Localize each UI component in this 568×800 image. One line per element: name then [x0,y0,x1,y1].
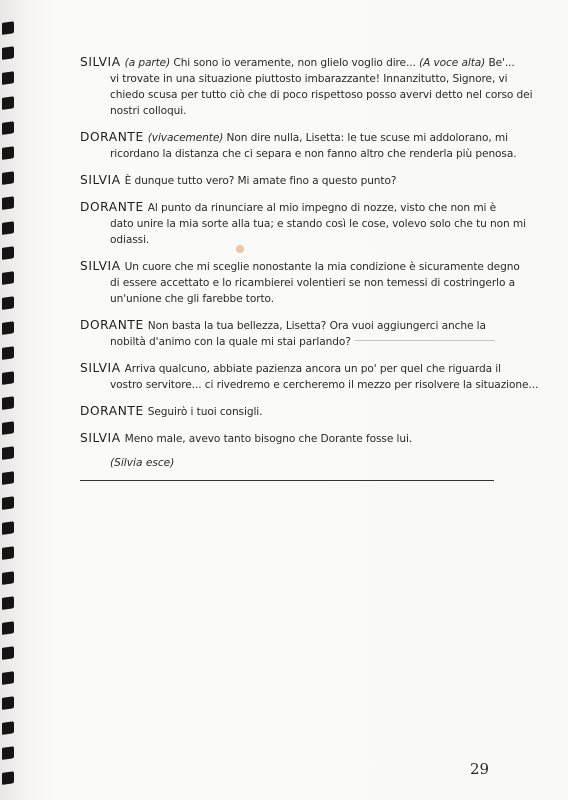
spiral-binding [0,0,22,800]
dialogue-segment: nobiltà d'animo con la quale mi stai parlando? [110,336,351,348]
exit-direction: (Silvia esce) [110,457,175,469]
binding-hole [2,296,14,310]
dialogue-block [80,360,539,393]
binding-hole [2,171,14,185]
binding-hole [2,396,14,410]
dialogue-line [80,377,539,393]
dialogue-line [80,360,501,377]
binding-hole [2,721,14,735]
binding-hole [2,771,14,785]
dialogue-block [80,403,496,420]
dialogue-segment: odiassi. [110,234,150,246]
dialogue-line [80,199,496,216]
speaker-name: SILVIA [80,173,121,187]
dialogue-block [80,199,526,248]
binding-hole [2,596,14,610]
dialogue-line [80,291,496,307]
section-divider [80,480,494,481]
dialogue-block [80,258,520,307]
dialogue-segment: vostro servitore... ci rivedremo e cercheremo il mezzo per risolvere la situazione... [110,379,539,391]
dialogue-segment: Non dire nulla, Lisetta: le tue scuse mi addolorano, mi [223,132,508,144]
binding-hole [2,96,14,110]
stage-direction: (vivacemente) [147,132,224,144]
speaker-name: DORANTE [80,200,144,214]
binding-hole [2,221,14,235]
dialogue-block [80,317,496,350]
dialogue-block [80,430,496,447]
binding-hole [2,246,14,260]
page-number: 29 [470,760,490,778]
dialogue-block [80,172,496,189]
binding-hole [2,671,14,685]
speaker-name: SILVIA [80,361,121,375]
dialogue-block [80,54,533,119]
dialogue-text [80,54,539,469]
binding-hole [2,71,14,85]
dialogue-segment: chiedo scusa per tutto ciò che di poco rispettoso posso avervi detto nel corso dei [110,89,533,101]
dialogue-line [80,87,533,103]
dialogue-segment: di essere accettato e lo ricambierei volentieri se non temessi di costringerlo a [110,277,515,289]
stage-direction: (A voce alta) [419,57,486,69]
binding-hole [2,446,14,460]
binding-hole [2,571,14,585]
dialogue-segment: È dunque tutto vero? Mi amate fino a questo punto? [124,175,397,187]
stage-direction: (a parte) [124,57,171,69]
faint-divider [355,340,495,341]
dialogue-segment: un'unione che gli farebbe torto. [110,293,274,305]
dialogue-segment: Un cuore che mi sceglie nonostante la mia condizione è sicuramente degno [124,261,520,273]
dialogue-block [80,129,517,162]
dialogue-line [80,430,496,447]
dialogue-segment: Arriva qualcuno, abbiate pazienza ancora un po' per quel che riguarda il [124,363,501,375]
dialogue-line [80,172,496,189]
dialogue-line [80,54,515,71]
binding-hole [2,621,14,635]
dialogue-segment: Be'... [485,57,515,69]
binding-hole [2,346,14,360]
binding-hole [2,546,14,560]
speaker-name: DORANTE [80,130,144,144]
speaker-name: SILVIA [80,55,121,69]
dialogue-line [80,216,526,232]
speaker-name: DORANTE [80,404,144,418]
dialogue-line [80,103,496,119]
dialogue-segment: Non basta la tua bellezza, Lisetta? Ora vuoi aggiungerci anche la [147,320,486,332]
binding-hole [2,371,14,385]
binding-hole [2,21,14,35]
dialogue-line [80,232,496,248]
dialogue-segment: nostri colloqui. [110,105,187,117]
dialogue-segment: Meno male, avevo tanto bisogno che Dorante fosse lui. [124,433,413,445]
binding-hole [2,696,14,710]
binding-hole [2,746,14,760]
speaker-name: DORANTE [80,318,144,332]
binding-hole [2,321,14,335]
binding-hole [2,421,14,435]
dialogue-segment: Chi sono io veramente, non glielo voglio dire... [170,57,420,69]
dialogue-line [80,146,517,162]
binding-hole [2,521,14,535]
paper-stain [236,245,244,253]
dialogue-segment: dato unire la mia sorte alla tua; e stando così le cose, volevo solo che tu non mi [110,218,526,230]
binding-hole [2,146,14,160]
speaker-name: SILVIA [80,431,121,445]
dialogue-line [80,317,496,334]
dialogue-line [80,275,515,291]
binding-hole [2,121,14,135]
dialogue-segment: Seguirò i tuoi consigli. [147,406,263,418]
dialogue-line [80,71,508,87]
speaker-name: SILVIA [80,259,121,273]
binding-hole [2,271,14,285]
binding-hole [2,496,14,510]
binding-hole [2,46,14,60]
dialogue-line [80,403,496,420]
binding-hole [2,646,14,660]
dialogue-line [80,258,520,275]
dialogue-line [80,129,508,146]
dialogue-line [80,334,496,350]
dialogue-segment: Al punto da rinunciare al mio impegno di nozze, visto che non mi è [147,202,497,214]
dialogue-segment: ricordano la distanza che ci separa e non fanno altro che renderla più penosa. [110,148,517,160]
binding-hole [2,471,14,485]
binding-hole [2,196,14,210]
dialogue-segment: vi trovate in una situazione piuttosto imbarazzante! Innanzitutto, Signore, vi [110,73,508,85]
